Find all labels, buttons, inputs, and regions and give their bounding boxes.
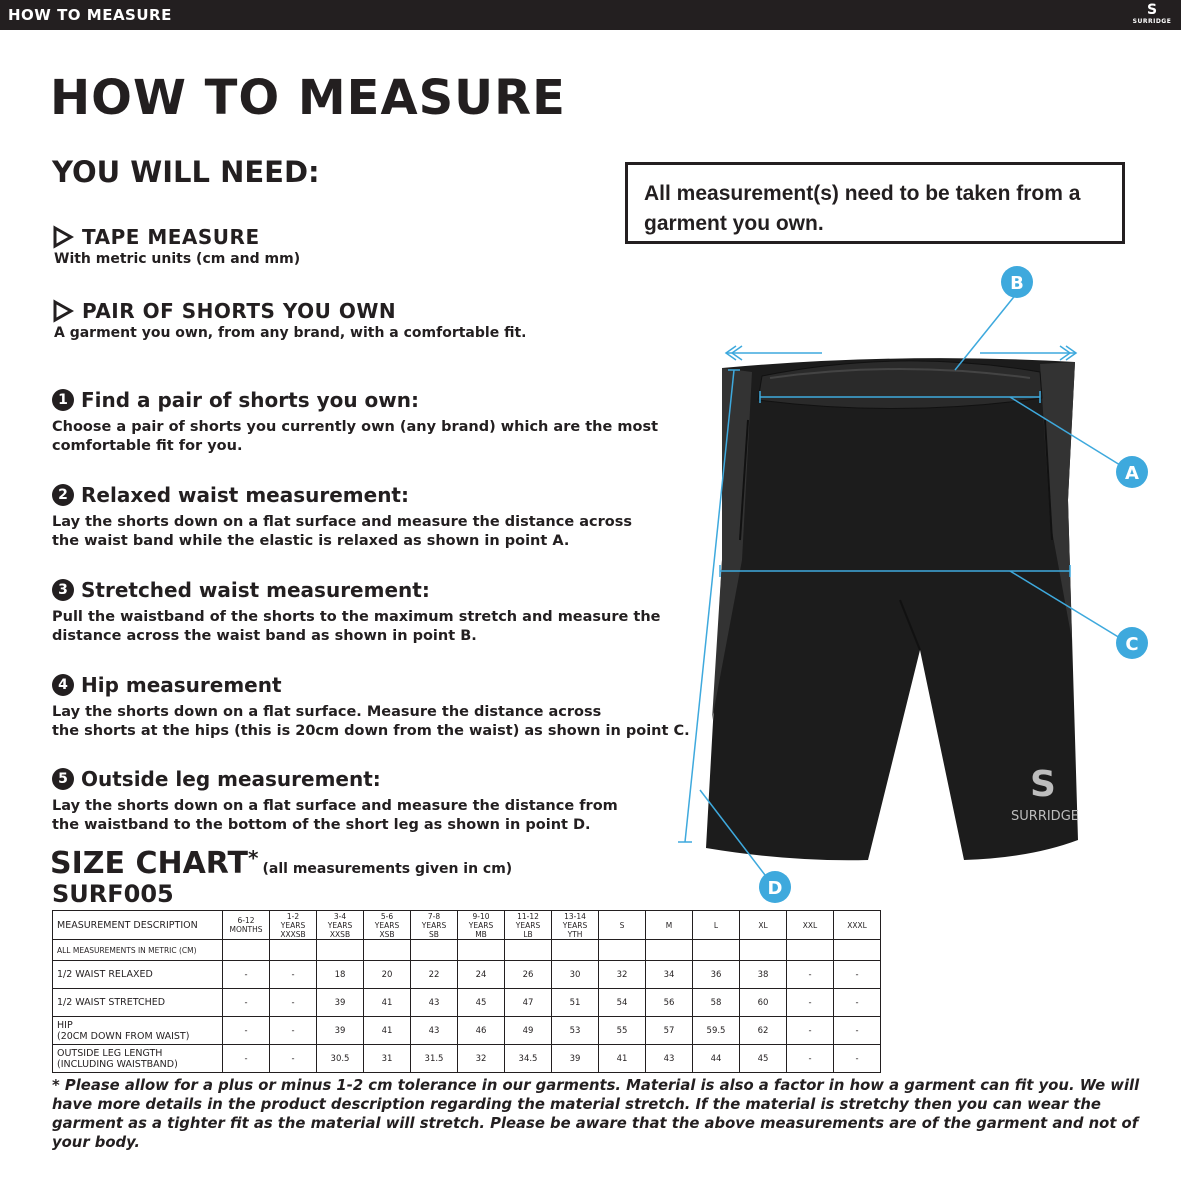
value-cell: 31 bbox=[364, 1045, 411, 1073]
step-2 bbox=[52, 483, 692, 551]
value-cell: 45 bbox=[740, 1045, 787, 1073]
step-number-badge: 1 bbox=[52, 389, 74, 411]
need-item-sub: With metric units (cm and mm) bbox=[54, 251, 301, 267]
size-column-header: 6-12 MONTHS bbox=[223, 911, 270, 940]
size-column-header: 7-8 YEARS SB bbox=[411, 911, 458, 940]
label-c-badge bbox=[1116, 627, 1148, 659]
value-cell: - bbox=[834, 1045, 881, 1073]
value-cell: - bbox=[270, 989, 317, 1017]
value-cell: 55 bbox=[599, 1017, 646, 1045]
need-item-shorts bbox=[52, 299, 526, 341]
need-item-sub: A garment you own, from any brand, with a comfortable fit. bbox=[54, 325, 527, 341]
step-number-badge: 5 bbox=[52, 768, 74, 790]
shorts-garment bbox=[706, 358, 1078, 860]
value-cell: - bbox=[270, 961, 317, 989]
value-cell: - bbox=[787, 1017, 834, 1045]
size-chart-heading: SIZE CHART bbox=[50, 846, 249, 881]
header-label-cell: MEASUREMENT DESCRIPTION bbox=[53, 911, 223, 940]
step-1 bbox=[52, 388, 692, 456]
value-cell: 49 bbox=[505, 1017, 552, 1045]
table-row bbox=[53, 961, 881, 989]
table-row bbox=[53, 989, 881, 1017]
disclaimer: * Please allow for a plus or minus 1-2 cm tolerance in our garments. Material is also a factor in how a garment can fit you. We will have more details in the product description regarding the material stretch. If the material is stretchy then you can wear the garment as a tighter fit as the material will stretch. Please be aware that the above measurements are of the garment and not of your body. bbox=[52, 1077, 1140, 1151]
value-cell: - bbox=[834, 1017, 881, 1045]
shorts-diagram bbox=[676, 262, 1181, 912]
value-cell: 30.5 bbox=[317, 1045, 364, 1073]
need-item-title: PAIR OF SHORTS YOU OWN bbox=[82, 299, 397, 323]
step-number-badge: 4 bbox=[52, 674, 74, 696]
value-cell: - bbox=[270, 1017, 317, 1045]
value-cell: 53 bbox=[552, 1017, 599, 1045]
value-cell: 41 bbox=[364, 989, 411, 1017]
step-body: Lay the shorts down on a flat surface. Measure the distance across the shorts at the hips (this is 20cm down from the waist) as shown in point C. bbox=[52, 704, 690, 739]
label-b-badge bbox=[1001, 266, 1033, 298]
size-column-header: XXL bbox=[787, 911, 834, 940]
empty-cell bbox=[599, 940, 646, 961]
size-column-header: M bbox=[646, 911, 693, 940]
empty-cell bbox=[223, 940, 270, 961]
size-column-header: L bbox=[693, 911, 740, 940]
size-column-header: 11-12 YEARS LB bbox=[505, 911, 552, 940]
size-column-header: XXXL bbox=[834, 911, 881, 940]
empty-cell bbox=[693, 940, 740, 961]
value-cell: 36 bbox=[693, 961, 740, 989]
size-column-header: 5-6 YEARS XSB bbox=[364, 911, 411, 940]
table-row bbox=[53, 1017, 881, 1045]
value-cell: - bbox=[787, 1045, 834, 1073]
garment-brand-text: SURRIDGE bbox=[1011, 809, 1079, 824]
play-arrow-icon bbox=[52, 299, 74, 323]
table-row bbox=[53, 1045, 881, 1073]
value-cell: 32 bbox=[599, 961, 646, 989]
value-cell: 32 bbox=[458, 1045, 505, 1073]
value-cell: 39 bbox=[317, 1017, 364, 1045]
value-cell: 41 bbox=[599, 1045, 646, 1073]
step-body: Lay the shorts down on a flat surface and measure the distance across the waist band while the elastic is relaxed as shown in point A. bbox=[52, 514, 632, 549]
empty-cell bbox=[646, 940, 693, 961]
you-will-need-title: YOU WILL NEED: bbox=[52, 155, 320, 189]
value-cell: 59.5 bbox=[693, 1017, 740, 1045]
size-column-header: 13-14 YEARS YTH bbox=[552, 911, 599, 940]
value-cell: 34.5 bbox=[505, 1045, 552, 1073]
size-chart-note: (all measurements given in cm) bbox=[262, 861, 513, 877]
value-cell: 34 bbox=[646, 961, 693, 989]
value-cell: 20 bbox=[364, 961, 411, 989]
row-label-cell: 1/2 WAIST RELAXED bbox=[53, 961, 223, 989]
value-cell: 43 bbox=[646, 1045, 693, 1073]
step-5 bbox=[52, 767, 692, 835]
size-chart-title bbox=[50, 846, 512, 881]
empty-cell bbox=[270, 940, 317, 961]
value-cell: 44 bbox=[693, 1045, 740, 1073]
svg-text:C: C bbox=[1125, 634, 1139, 655]
row-label-cell: HIP (20CM DOWN FROM WAIST) bbox=[53, 1017, 223, 1045]
step-title: Stretched waist measurement: bbox=[81, 578, 430, 602]
step-title: Outside leg measurement: bbox=[81, 767, 381, 791]
step-title: Hip measurement bbox=[81, 673, 282, 697]
size-column-header: 3-4 YEARS XXSB bbox=[317, 911, 364, 940]
step-4 bbox=[52, 673, 692, 741]
empty-cell bbox=[505, 940, 552, 961]
value-cell: 46 bbox=[458, 1017, 505, 1045]
svg-text:S: S bbox=[1030, 764, 1056, 805]
value-cell: 58 bbox=[693, 989, 740, 1017]
need-item-tape-measure bbox=[52, 225, 300, 267]
surridge-logo bbox=[1129, 2, 1175, 28]
value-cell: 43 bbox=[411, 1017, 458, 1045]
value-cell: 39 bbox=[552, 1045, 599, 1073]
size-column-header: XL bbox=[740, 911, 787, 940]
step-number-badge: 2 bbox=[52, 484, 74, 506]
metric-note-cell: ALL MEASUREMENTS IN METRIC (CM) bbox=[53, 940, 223, 961]
step-number-badge: 3 bbox=[52, 579, 74, 601]
value-cell: 54 bbox=[599, 989, 646, 1017]
row-label-cell: OUTSIDE LEG LENGTH (INCLUDING WAISTBAND) bbox=[53, 1045, 223, 1073]
step-body: Choose a pair of shorts you currently own (any brand) which are the most comfortable fit for you. bbox=[52, 419, 659, 454]
top-bar bbox=[0, 0, 1181, 30]
value-cell: - bbox=[223, 961, 270, 989]
step-title: Relaxed waist measurement: bbox=[81, 483, 409, 507]
product-code: SURF005 bbox=[52, 880, 174, 908]
svg-text:A: A bbox=[1125, 463, 1139, 484]
row-label-cell: 1/2 WAIST STRETCHED bbox=[53, 989, 223, 1017]
value-cell: 43 bbox=[411, 989, 458, 1017]
step-body: Pull the waistband of the shorts to the maximum stretch and measure the distance across the waist band as shown in point B. bbox=[52, 609, 661, 644]
label-d-badge bbox=[759, 871, 791, 903]
value-cell: - bbox=[834, 989, 881, 1017]
empty-cell bbox=[740, 940, 787, 961]
size-column-header: 9-10 YEARS MB bbox=[458, 911, 505, 940]
value-cell: 24 bbox=[458, 961, 505, 989]
value-cell: 31.5 bbox=[411, 1045, 458, 1073]
size-column-header: S bbox=[599, 911, 646, 940]
value-cell: - bbox=[223, 1045, 270, 1073]
value-cell: 26 bbox=[505, 961, 552, 989]
value-cell: - bbox=[787, 961, 834, 989]
size-chart-header-row bbox=[53, 911, 881, 940]
size-chart-asterisk: * bbox=[248, 846, 259, 870]
value-cell: - bbox=[223, 1017, 270, 1045]
value-cell: 30 bbox=[552, 961, 599, 989]
page-title: HOW TO MEASURE bbox=[50, 70, 566, 126]
play-arrow-icon bbox=[52, 225, 74, 249]
step-body: Lay the shorts down on a flat surface and measure the distance from the waistband to the bottom of the short leg as shown in point D. bbox=[52, 798, 618, 833]
empty-cell bbox=[364, 940, 411, 961]
value-cell: 41 bbox=[364, 1017, 411, 1045]
value-cell: 22 bbox=[411, 961, 458, 989]
size-chart-table bbox=[52, 910, 881, 1073]
value-cell: 38 bbox=[740, 961, 787, 989]
value-cell: 45 bbox=[458, 989, 505, 1017]
value-cell: 18 bbox=[317, 961, 364, 989]
value-cell: - bbox=[223, 989, 270, 1017]
metric-note-row bbox=[53, 940, 881, 961]
value-cell: 39 bbox=[317, 989, 364, 1017]
value-cell: 56 bbox=[646, 989, 693, 1017]
empty-cell bbox=[317, 940, 364, 961]
empty-cell bbox=[834, 940, 881, 961]
surridge-logo-mark: S bbox=[1146, 2, 1158, 18]
label-a-badge bbox=[1116, 456, 1148, 488]
need-item-title: TAPE MEASURE bbox=[82, 225, 260, 249]
size-column-header: 1-2 YEARS XXXSB bbox=[270, 911, 317, 940]
top-bar-title: HOW TO MEASURE bbox=[8, 6, 172, 24]
value-cell: - bbox=[834, 961, 881, 989]
note-box-text: All measurement(s) need to be taken from a garment you own. bbox=[644, 182, 1081, 235]
value-cell: 60 bbox=[740, 989, 787, 1017]
empty-cell bbox=[787, 940, 834, 961]
value-cell: 47 bbox=[505, 989, 552, 1017]
value-cell: - bbox=[787, 989, 834, 1017]
svg-text:B: B bbox=[1010, 273, 1024, 294]
step-title: Find a pair of shorts you own: bbox=[81, 388, 419, 412]
empty-cell bbox=[552, 940, 599, 961]
empty-cell bbox=[458, 940, 505, 961]
empty-cell bbox=[411, 940, 458, 961]
value-cell: - bbox=[270, 1045, 317, 1073]
value-cell: 57 bbox=[646, 1017, 693, 1045]
svg-text:D: D bbox=[767, 878, 783, 899]
note-box bbox=[625, 162, 1125, 244]
step-3 bbox=[52, 578, 692, 646]
surridge-logo-text: SURRIDGE bbox=[1132, 18, 1172, 25]
value-cell: 51 bbox=[552, 989, 599, 1017]
value-cell: 62 bbox=[740, 1017, 787, 1045]
